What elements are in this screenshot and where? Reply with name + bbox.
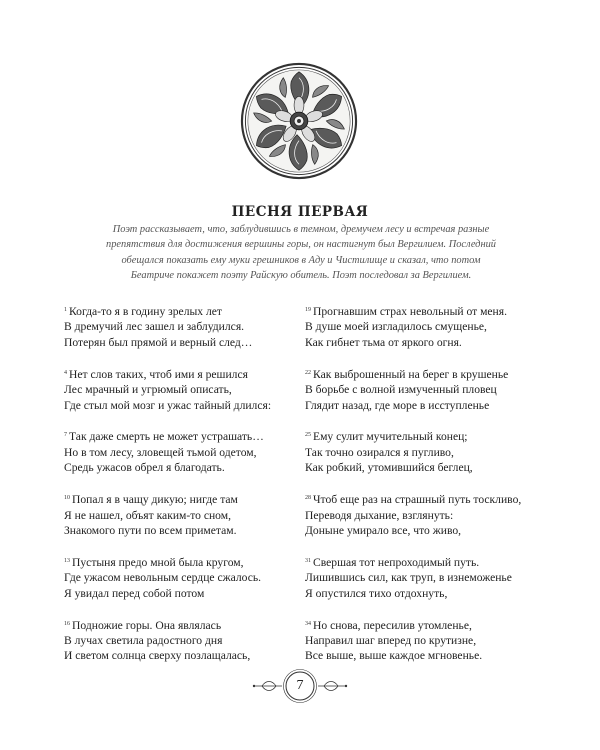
verse-line: $^4$ Нет слов таких, чтоб ими я решился — [64, 367, 248, 381]
summary-line: Беатриче покажет поэту Райскую обитель. Поэт последовал за Вергилием. — [130, 270, 472, 282]
verse-line: Как гибнет тьма от яркого огня. — [305, 335, 462, 349]
verse-line: Где ужасом невольным сердце сжалось. — [64, 571, 262, 585]
stanza — [305, 366, 545, 413]
verse-line: В борьбе с волной измученный пловец — [305, 383, 497, 397]
stanza — [64, 366, 304, 413]
verse-line: В душе моей изгладилось смущенье, — [305, 320, 487, 334]
verse-line: Как робкий, утомившийся беглец, — [305, 461, 473, 475]
summary-line: Поэт рассказывает, что, заблудившись в темном, дремучем лесу и встречая разные — [112, 224, 490, 235]
verse-line: Так точно озирался я пугливо, — [305, 445, 454, 459]
verse-line: Глядит назад, где море в исступленье — [305, 398, 490, 412]
verse-line: $^{34}$ Но снова, пересилив утомленье, — [305, 618, 472, 632]
verse-line: В дремучий лес зашел и заблудился. — [64, 320, 245, 334]
verse-number: 7 — [64, 432, 67, 439]
verse-line: Я не нашел, объят каким-то сном, — [64, 508, 231, 522]
verse-line: $^{22}$ Как выброшенный на берег в крушенье — [305, 367, 509, 381]
page-number-frame — [250, 668, 350, 704]
verse-line: Все выше, выше каждое мгновенье. — [305, 649, 483, 663]
stanza — [64, 491, 304, 538]
verse-line: Я увидал перед собой потом — [64, 586, 205, 600]
canto-summary — [95, 222, 507, 284]
verse-line: $^{28}$ Чтоб еще раз на страшный путь тоскливо, — [305, 493, 522, 507]
stanza — [305, 303, 545, 350]
verse-line: Направил шаг вперед по крутизне, — [305, 634, 477, 647]
verse-line: Знакомого пути по всем приметам. — [64, 523, 237, 537]
verse-line: $^{25}$ Ему сулит мучительный конец; — [305, 430, 468, 444]
verse-number: 25 — [305, 432, 311, 439]
stanza — [305, 491, 545, 538]
stanza — [64, 617, 304, 664]
stanza — [305, 554, 545, 601]
rosette-ornament-icon — [240, 62, 358, 180]
verse-line: $^{31}$ Свершая тот непроходимый путь. — [305, 555, 480, 569]
verse-line: Переводя дыхание, взглянуть: — [305, 508, 454, 522]
verse-number: 13 — [64, 557, 70, 564]
summary-line: обещался показать ему муки грешников в Аду и Чистилище и сказал, что потом — [121, 254, 481, 266]
verse-line: $^{13}$ Пустыня предо мной была кругом, — [64, 555, 244, 569]
verse-line: $^{10}$ Попал я в чащу дикую; нигде там — [64, 493, 238, 507]
verse-line: $^{19}$ Прогнавшим страх невольный от меня. — [305, 305, 507, 318]
verse-number: 28 — [305, 495, 311, 502]
verse-number: 31 — [305, 557, 311, 564]
verse-line: $^{16}$ Подножие горы. Она являлась — [64, 618, 222, 632]
stanza — [305, 428, 545, 475]
stanza — [305, 617, 545, 664]
verse-number: 22 — [305, 369, 311, 376]
stanza — [64, 303, 304, 350]
verse-line: $^1$ Когда-то я в годину зрелых лет — [64, 305, 222, 318]
verse-line: Доныне умирало все, что живо, — [305, 523, 462, 537]
verse-number: 1 — [64, 307, 67, 313]
verse-line: Средь ужасов обрел я благодать. — [64, 461, 225, 475]
verse-line: Потерян был прямой и верный след… — [64, 335, 253, 349]
verse-line: $^7$ Так даже смерть не может устрашать… — [64, 430, 264, 444]
page-number: 7 — [296, 678, 304, 693]
verse-number: 10 — [64, 495, 70, 502]
verse-line: Но в том лесу, зловещей тьмой одетом, — [64, 445, 257, 459]
right-column — [305, 303, 545, 679]
verse-line: Лишившись сил, как труп, в изнеможенье — [305, 571, 512, 585]
summary-line: препятствия для достижения вершины горы, он настигнут был Вергилием. Последний — [106, 239, 496, 251]
verse-number: 4 — [64, 369, 67, 376]
verse-line: В лучах светила радостного дня — [64, 634, 223, 647]
stanza — [64, 554, 304, 601]
left-column — [64, 303, 304, 679]
verse-line: Лес мрачный и угрюмый описать, — [64, 383, 232, 397]
verse-line: Я опустился тихо отдохнуть, — [305, 586, 448, 600]
stanza — [64, 428, 304, 475]
verse-number: 19 — [305, 307, 311, 313]
verse-number: 16 — [64, 620, 70, 627]
verse-number: 34 — [305, 620, 311, 627]
canto-title: ПЕСНЯ ПЕРВАЯ — [231, 204, 369, 220]
verse-line: И светом солнца сверху позлащалась, — [64, 649, 251, 663]
verse-line: Где стыл мой мозг и ужас тайный длился: — [64, 398, 272, 412]
